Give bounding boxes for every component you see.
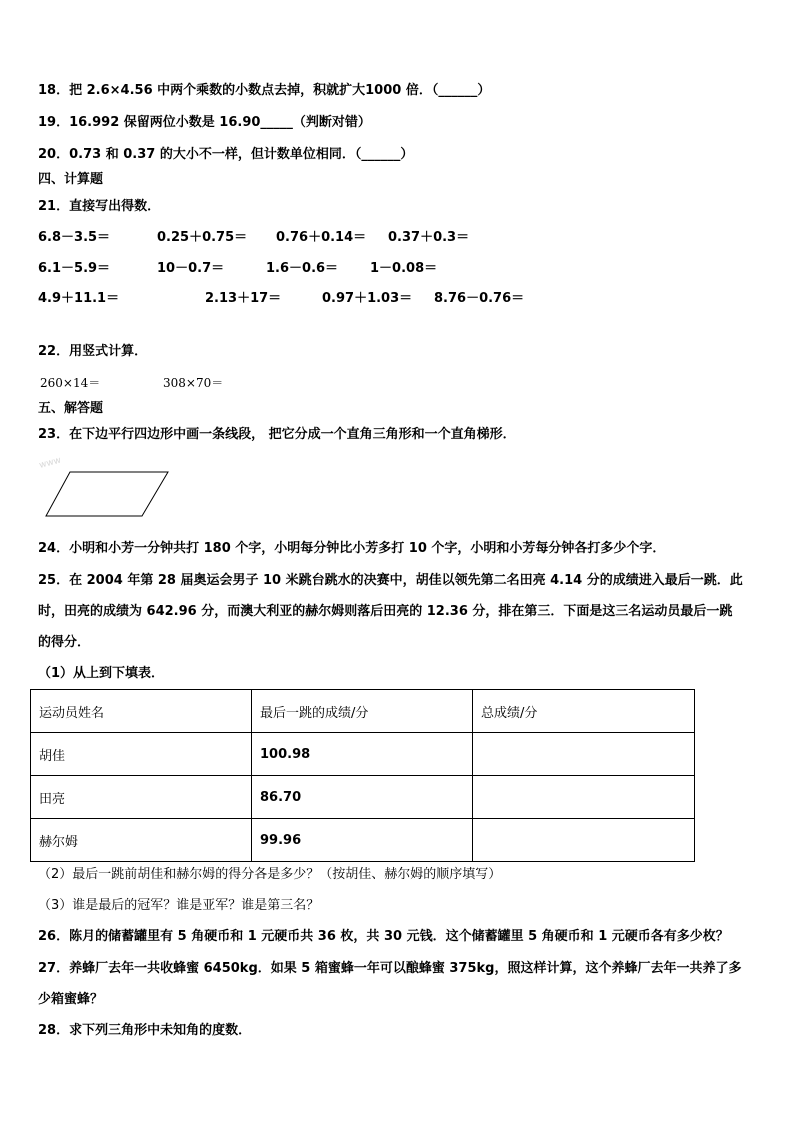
table-header-cell: 最后一跳的成绩/分 (252, 690, 473, 733)
vertical-calc-item: 308×70＝ (163, 376, 224, 390)
question-25-line-1: 25．在 2004 年第 28 届奥运会男子 10 米跳台跳水的决赛中，胡佳以领先第二名田亮 4.14 分的成绩进入最后一跳．此 (38, 573, 743, 588)
question-22: 22．用竖式计算． (38, 344, 148, 359)
last-jump-score: 86.70 (252, 776, 473, 819)
section-calculation-title: 四、计算题 (38, 172, 104, 187)
question-27-line-2: 少箱蜜蜂？ (38, 992, 104, 1007)
question-21: 21．直接写出得数． (38, 199, 161, 214)
calc-item: 8.76－0.76＝ (434, 291, 525, 306)
table-header-cell: 总成绩/分 (473, 690, 695, 733)
athlete-name: 胡佳 (31, 733, 252, 776)
calc-item: 6.8－3.5＝ (38, 230, 111, 245)
table-row (31, 776, 695, 819)
calc-item: 0.76＋0.14＝ (276, 230, 367, 245)
table-header-row (31, 690, 695, 733)
athlete-name: 田亮 (31, 776, 252, 819)
question-28: 28．求下列三角形中未知角的度数． (38, 1023, 252, 1038)
question-23: 23．在下边平行四边形中画一条线段， 把它分成一个直角三角形和一个直角梯形． (38, 427, 516, 442)
calc-item: 6.1－5.9＝ (38, 261, 111, 276)
parallelogram-figure (30, 448, 180, 522)
question-25-part-3: （3）谁是最后的冠军？谁是亚军？谁是第三名？ (38, 898, 320, 913)
question-19: 19．16.992 保留两位小数是 16.90_____（判断对错） (38, 115, 371, 130)
question-24: 24．小明和小芳一分钟共打 180 个字，小明每分钟比小芳多打 10 个字，小明和小芳每分钟各打多少个字． (38, 541, 666, 556)
calc-item: 10－0.7＝ (157, 261, 225, 276)
athlete-name: 赫尔姆 (31, 819, 252, 862)
table-row (31, 819, 695, 862)
calc-item: 0.25＋0.75＝ (157, 230, 248, 245)
calc-item: 1－0.08＝ (370, 261, 438, 276)
question-20: 20．0.73 和 0.37 的大小不一样，但计数单位相同．（______） (38, 147, 414, 162)
question-25-line-3: 的得分． (38, 635, 91, 650)
table-header-cell: 运动员姓名 (31, 690, 252, 733)
calc-item: 4.9＋11.1＝ (38, 291, 120, 306)
last-jump-score: 99.96 (252, 819, 473, 862)
table-row (31, 733, 695, 776)
last-jump-score: 100.98 (252, 733, 473, 776)
question-26: 26．陈月的储蓄罐里有 5 角硬币和 1 元硬币共 36 枚，共 30 元钱．这个储蓄罐里 5 角硬币和 1 元硬币各有多少枚？ (38, 929, 729, 944)
svg-text:www: www (38, 455, 63, 471)
question-18: 18．把 2.6×4.56 中两个乘数的小数点去掉，积就扩大1000 倍．（______） (38, 83, 491, 98)
vertical-calc-item: 260×14＝ (40, 376, 101, 390)
total-score-cell[interactable] (473, 776, 695, 819)
question-25-part-2: （2）最后一跳前胡佳和赫尔姆的得分各是多少？（按胡佳、赫尔姆的顺序填写） (38, 867, 502, 882)
score-table (30, 689, 695, 862)
question-25-line-2: 时，田亮的成绩为 642.96 分，而澳大利亚的赫尔姆则落后田亮的 12.36 分，排在第三．下面是这三名运动员最后一跳 (38, 604, 733, 619)
total-score-cell[interactable] (473, 733, 695, 776)
question-25-part-1: （1）从上到下填表． (38, 666, 165, 681)
total-score-cell[interactable] (473, 819, 695, 862)
calc-item: 0.97＋1.03＝ (322, 291, 413, 306)
section-answer-title: 五、解答题 (38, 401, 104, 416)
calc-item: 0.37＋0.3＝ (388, 230, 470, 245)
calc-item: 1.6－0.6＝ (266, 261, 339, 276)
calc-item: 2.13＋17＝ (205, 291, 282, 306)
question-27-line-1: 27．养蜂厂去年一共收蜂蜜 6450kg．如果 5 箱蜜蜂一年可以酿蜂蜜 375kg，照这样计算，这个养蜂厂去年一共养了多 (38, 961, 742, 976)
